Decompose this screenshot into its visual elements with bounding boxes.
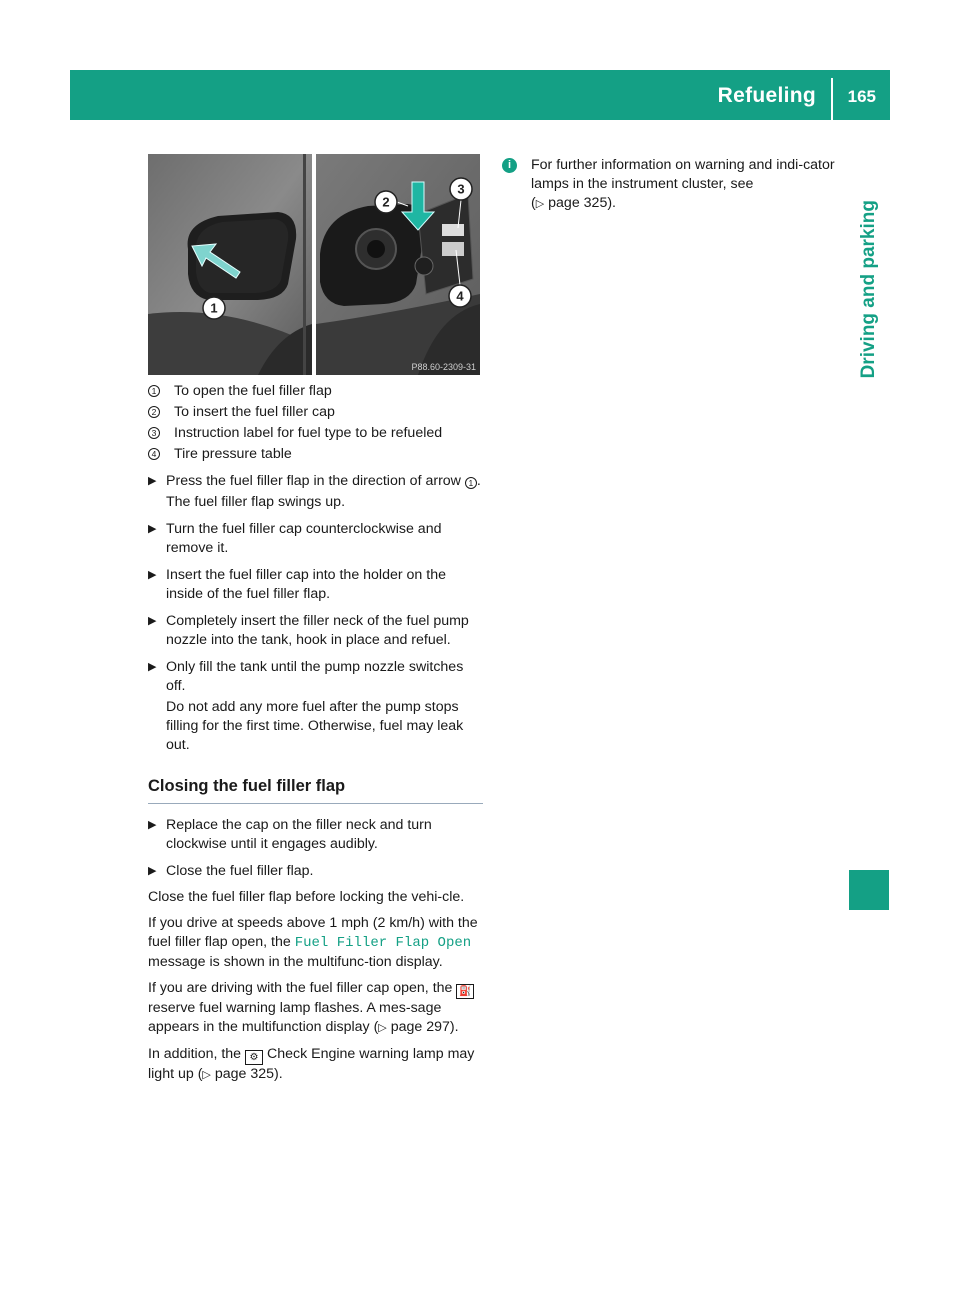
legend-number: 4 (148, 448, 160, 460)
page-reference: page 325). (214, 1066, 283, 1082)
figure-legend (148, 382, 483, 464)
paragraph-text: In addition, the (148, 1046, 242, 1062)
step-text: Completely insert the filler neck of the fuel pump nozzle into the tank, hook in place and refuel. (166, 613, 469, 648)
step-arrow-icon: ▶ (148, 475, 157, 487)
step-arrow-icon: ▶ (148, 615, 157, 627)
paragraph-speed (148, 914, 483, 972)
legend-item (148, 424, 483, 443)
step-replace-cap (148, 816, 483, 854)
section-heading: Closing the fuel filler flap (148, 777, 483, 804)
legend-text: To insert the fuel filler cap (174, 404, 335, 420)
paragraph-cap-open: If you are driving with the fuel filler cap open, the ⛽ reserve fuel warning lamp flashes. A mes-sage appears in the multifunction display (▷ page 297). (148, 979, 483, 1038)
svg-text:4: 4 (456, 288, 464, 304)
paragraph-text: reserve fuel warning lamp flashes. A mes-sage appears in the multifunction display (148, 1000, 442, 1035)
paragraph-text: If you drive at speeds above 1 mph (2 km/h) with the fuel filler flap open, the (148, 915, 478, 950)
step-arrow-icon: ▶ (148, 819, 157, 831)
step-text: Insert the fuel filler cap into the holder on the inside of the fuel filler flap. (166, 567, 446, 602)
paragraph-text: Check Engine warning lamp may light up ( (148, 1046, 475, 1082)
display-message: Fuel Filler Flap Open (294, 935, 472, 951)
legend-text: To open the fuel filler flap (174, 383, 332, 399)
filler-neck-inner (367, 240, 385, 258)
svg-text:3: 3 (457, 181, 465, 197)
page-ref-icon: ▷ (202, 1069, 211, 1081)
legend-number: 1 (148, 385, 160, 397)
paragraph-check-engine (148, 1045, 483, 1085)
info-icon: i (502, 158, 517, 173)
step-arrow-icon: ▶ (148, 865, 157, 877)
legend-number: 3 (148, 427, 160, 439)
header-divider (831, 78, 833, 120)
step-press-flap (148, 472, 483, 512)
step-arrow-icon: ▶ (148, 661, 157, 673)
svg-text:2: 2 (382, 194, 390, 210)
step-insert-cap (148, 566, 483, 604)
paragraph-text: If you are driving with the fuel filler cap open, the (148, 980, 453, 996)
right-column (502, 156, 837, 214)
fuel-flap-figure (148, 154, 480, 375)
side-tab (849, 120, 889, 458)
step-text: Press the fuel filler flap in the direction of arrow (166, 473, 461, 489)
page-reference: page 325). (548, 195, 616, 211)
step-result: The fuel filler flap swings up. (166, 494, 346, 510)
left-column (148, 382, 483, 1085)
legend-text: Instruction label for fuel type to be refueled (174, 425, 443, 441)
legend-text: Tire pressure table (174, 446, 292, 462)
page-reference: page 297). (390, 1019, 459, 1035)
svg-text:1: 1 (210, 300, 218, 316)
paragraph-lock: Close the fuel filler flap before locking the vehi-cle. (148, 889, 465, 905)
page-ref-icon: ▷ (378, 1022, 387, 1034)
step-arrow-icon: ▶ (148, 569, 157, 581)
side-tab-marker (849, 870, 889, 910)
info-text: For further information on warning and indi-cator lamps in the instrument cluster, see (531, 157, 835, 192)
step-insert-nozzle (148, 612, 483, 650)
page-ref-icon: ▷ (535, 198, 545, 210)
page-title: Refueling (717, 84, 816, 107)
fuel-pump-icon: ⛽ (456, 984, 474, 999)
step-text: Close the fuel filler flap. (166, 863, 314, 879)
figure-code: P88.60-2309-31 (411, 362, 476, 372)
engine-icon: ⚙ (245, 1050, 263, 1065)
step-text: Only fill the tank until the pump nozzle switches off. (166, 659, 464, 694)
legend-number: 2 (148, 406, 160, 418)
fuel-label (442, 224, 464, 236)
step-text: Turn the fuel filler cap counterclockwise and remove it. (166, 521, 442, 556)
legend-item (148, 445, 483, 464)
info-body: For further information on warning and indi-cator lamps in the instrument cluster, see (▷ page 325). (531, 157, 835, 211)
page-number: 165 (847, 87, 876, 106)
step-turn-cap (148, 520, 483, 558)
step-arrow-icon: ▶ (148, 523, 157, 535)
header-bar (70, 70, 890, 120)
inline-number: 1 (465, 477, 477, 489)
fuel-flap-photo (148, 154, 480, 375)
door-gap (303, 154, 306, 375)
step-text: Replace the cap on the filler neck and turn clockwise until it engages audibly. (166, 817, 432, 852)
legend-item (148, 403, 483, 422)
callout-1 (203, 297, 225, 319)
callout-3 (450, 178, 472, 200)
tire-pressure-label (442, 242, 464, 256)
step-note: Do not add any more fuel after the pump stops filling for the first time. Otherwise, fuel may leak out. (166, 699, 464, 753)
side-tab-label: Driving and parking (858, 200, 879, 379)
paragraph-text: message is shown in the multifunc-tion display. (148, 954, 443, 970)
callout-4 (449, 285, 471, 307)
legend-item (148, 382, 483, 401)
fuel-cap (415, 257, 433, 275)
info-note (502, 156, 837, 214)
step-fill-tank (148, 658, 483, 755)
callout-2 (375, 191, 397, 213)
step-close-flap (148, 862, 483, 881)
step-text-end: . (476, 473, 481, 489)
